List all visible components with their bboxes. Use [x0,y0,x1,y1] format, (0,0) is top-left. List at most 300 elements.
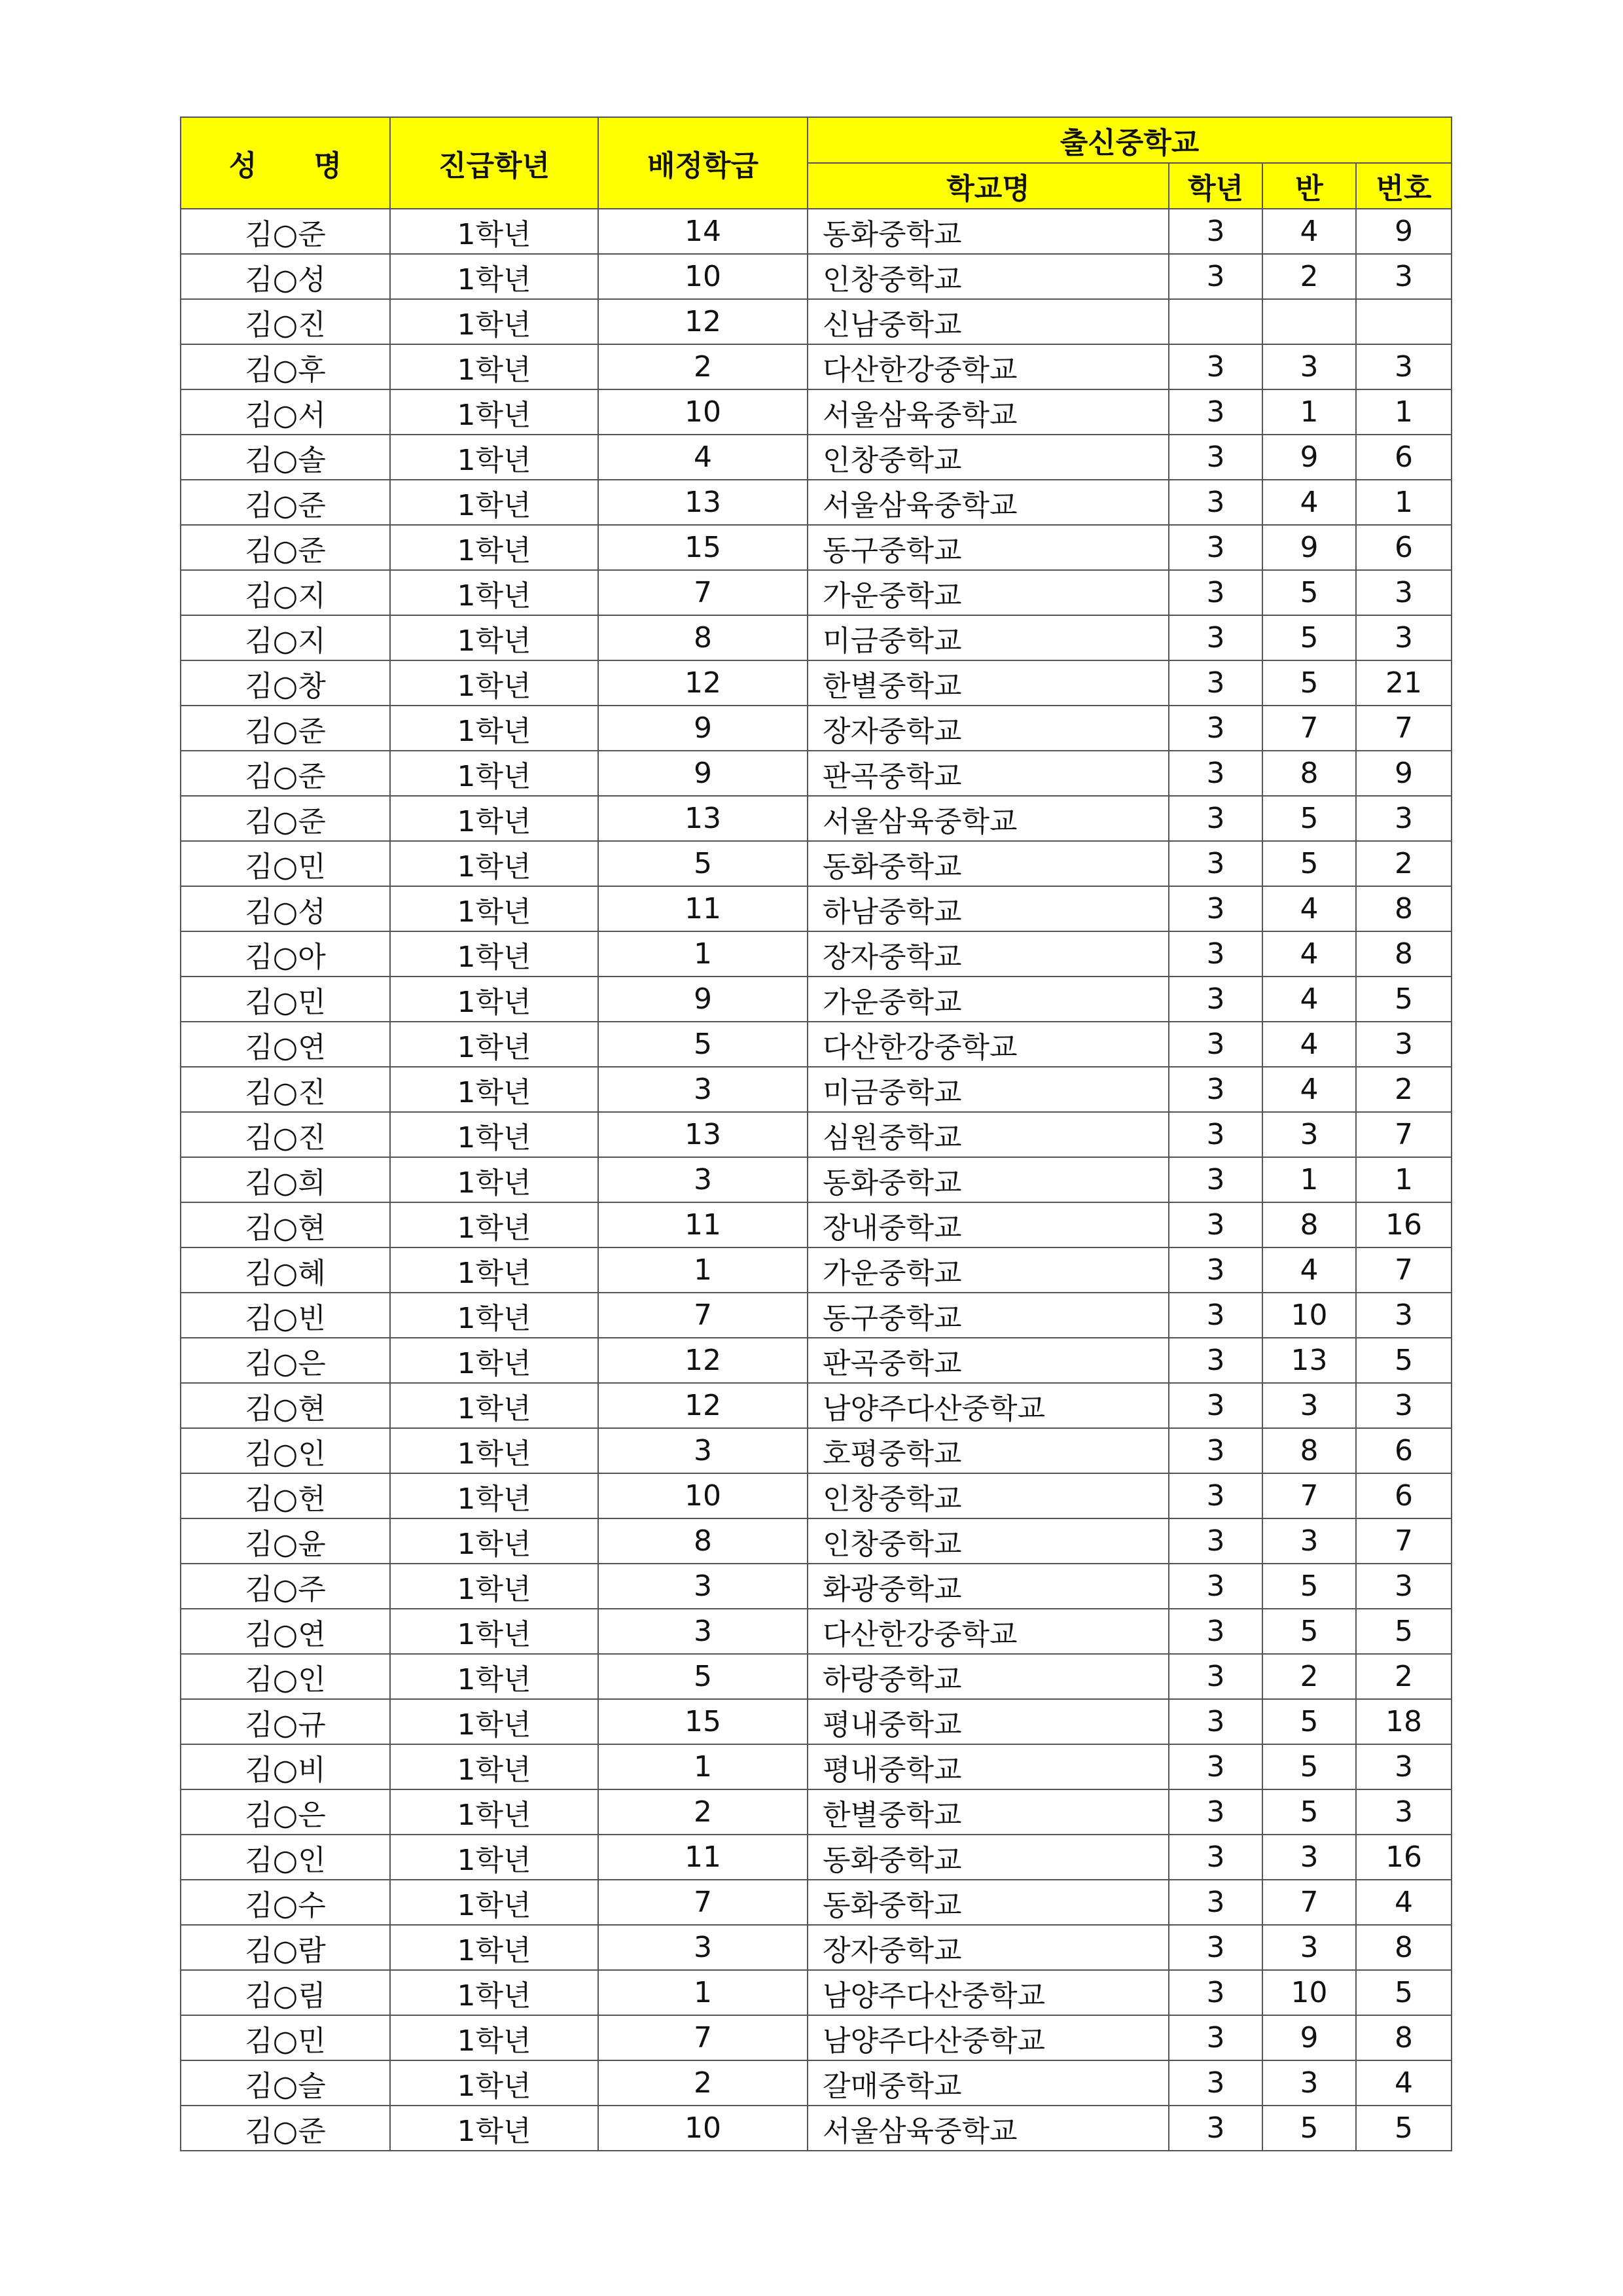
school-class-cell: 5 [1262,796,1356,841]
grade-cell: 1학년 [390,2106,598,2151]
grade-cell: 1학년 [390,480,598,525]
school-number-cell: 2 [1356,1067,1452,1112]
school-grade-cell: 3 [1169,1970,1262,2015]
table-row [181,1428,1452,1473]
school-number-cell: 3 [1356,796,1452,841]
table-row [181,615,1452,660]
assigned-class-cell: 3 [598,1925,808,1970]
school-grade-cell: 3 [1169,1202,1262,1247]
assigned-class-cell: 3 [598,1067,808,1112]
table-row [181,570,1452,615]
table-row [181,1880,1452,1925]
table-row [181,1473,1452,1518]
school-grade-cell: 3 [1169,1157,1262,1202]
student-name-cell: 김○윤 [181,1518,390,1564]
school-class-cell: 2 [1262,1654,1356,1699]
grade-cell: 1학년 [390,435,598,480]
school-number-cell: 5 [1356,977,1452,1022]
school-class-cell: 3 [1262,1835,1356,1880]
student-name-cell: 김○준 [181,209,390,254]
grade-cell: 1학년 [390,1880,598,1925]
school-name-cell: 서울삼육중학교 [808,796,1169,841]
school-grade-cell: 3 [1169,1067,1262,1112]
school-number-cell: 1 [1356,480,1452,525]
grade-cell: 1학년 [390,706,598,751]
school-class-cell: 13 [1262,1338,1356,1383]
student-name-cell: 김○슬 [181,2060,390,2106]
school-number-cell: 3 [1356,254,1452,299]
table-row [181,931,1452,977]
student-name-cell: 김○진 [181,1112,390,1157]
school-number-cell: 5 [1356,2106,1452,2151]
school-class-cell: 5 [1262,570,1356,615]
school-name-cell: 판곡중학교 [808,1338,1169,1383]
grade-cell: 1학년 [390,209,598,254]
school-name-cell: 남양주다산중학교 [808,2015,1169,2060]
school-name-cell: 동구중학교 [808,525,1169,570]
table-row [181,1157,1452,1202]
table-row [181,1744,1452,1789]
table-body [181,209,1452,2151]
school-class-cell: 4 [1262,1022,1356,1067]
school-name-cell: 가운중학교 [808,570,1169,615]
school-class-cell: 1 [1262,389,1356,435]
school-number-cell: 3 [1356,1293,1452,1338]
grade-cell: 1학년 [390,886,598,931]
header-origin-school: 출신중학교 [808,117,1452,163]
school-number-cell: 3 [1356,344,1452,389]
grade-cell: 1학년 [390,570,598,615]
school-number-cell: 4 [1356,1880,1452,1925]
student-name-cell: 김○수 [181,1880,390,1925]
assigned-class-cell: 3 [598,1157,808,1202]
school-name-cell: 호평중학교 [808,1428,1169,1473]
header-name: 성 명 [181,117,390,209]
table-row [181,1202,1452,1247]
grade-cell: 1학년 [390,1609,598,1654]
school-name-cell: 인창중학교 [808,254,1169,299]
school-number-cell: 7 [1356,1518,1452,1564]
school-name-cell: 남양주다산중학교 [808,1383,1169,1428]
assigned-class-cell: 9 [598,751,808,796]
school-number-cell: 3 [1356,1564,1452,1609]
school-name-cell: 한별중학교 [808,1789,1169,1835]
table-row [181,2060,1452,2106]
school-grade-cell: 3 [1169,435,1262,480]
school-class-cell: 4 [1262,1247,1356,1293]
header-school-number: 번호 [1356,163,1452,209]
school-grade-cell: 3 [1169,1925,1262,1970]
student-name-cell: 김○현 [181,1383,390,1428]
grade-cell: 1학년 [390,1699,598,1744]
school-grade-cell: 3 [1169,525,1262,570]
table-row [181,977,1452,1022]
school-number-cell: 6 [1356,1473,1452,1518]
grade-cell: 1학년 [390,615,598,660]
grade-cell: 1학년 [390,841,598,886]
table-row [181,525,1452,570]
school-name-cell: 동화중학교 [808,841,1169,886]
school-name-cell: 한별중학교 [808,660,1169,706]
table-header [181,117,1452,209]
assigned-class-cell: 15 [598,525,808,570]
grade-cell: 1학년 [390,1202,598,1247]
school-grade-cell: 3 [1169,1022,1262,1067]
school-grade-cell: 3 [1169,1112,1262,1157]
school-class-cell [1262,299,1356,344]
school-class-cell: 4 [1262,1067,1356,1112]
school-name-cell: 다산한강중학교 [808,344,1169,389]
school-grade-cell: 3 [1169,209,1262,254]
assigned-class-cell: 9 [598,977,808,1022]
school-grade-cell: 3 [1169,977,1262,1022]
assigned-class-cell: 4 [598,435,808,480]
school-name-cell: 동화중학교 [808,209,1169,254]
table-row [181,389,1452,435]
assigned-class-cell: 5 [598,1022,808,1067]
header-school-grade: 학년 [1169,163,1262,209]
school-grade-cell: 3 [1169,1473,1262,1518]
school-grade-cell: 3 [1169,2060,1262,2106]
table-row [181,1654,1452,1699]
student-name-cell: 김○민 [181,841,390,886]
student-name-cell: 김○빈 [181,1293,390,1338]
grade-cell: 1학년 [390,1247,598,1293]
grade-cell: 1학년 [390,2060,598,2106]
school-number-cell: 3 [1356,615,1452,660]
school-grade-cell: 3 [1169,1699,1262,1744]
school-grade-cell: 3 [1169,1518,1262,1564]
school-number-cell: 3 [1356,570,1452,615]
student-name-cell: 김○준 [181,525,390,570]
student-name-cell: 김○희 [181,1157,390,1202]
school-class-cell: 5 [1262,2106,1356,2151]
header-row-top [181,117,1452,163]
school-name-cell: 장자중학교 [808,931,1169,977]
grade-cell: 1학년 [390,1564,598,1609]
school-class-cell: 8 [1262,1428,1356,1473]
school-name-cell: 동화중학교 [808,1835,1169,1880]
school-number-cell: 6 [1356,525,1452,570]
assigned-class-cell: 13 [598,796,808,841]
student-name-cell: 김○아 [181,931,390,977]
school-number-cell: 9 [1356,751,1452,796]
school-grade-cell: 3 [1169,2015,1262,2060]
grade-cell: 1학년 [390,1067,598,1112]
school-class-cell: 5 [1262,1789,1356,1835]
school-number-cell: 3 [1356,1383,1452,1428]
school-name-cell: 남양주다산중학교 [808,1970,1169,2015]
student-name-cell: 김○지 [181,570,390,615]
school-number-cell: 8 [1356,2015,1452,2060]
grade-cell: 1학년 [390,1925,598,1970]
table-row [181,1835,1452,1880]
assigned-class-cell: 8 [598,615,808,660]
assigned-class-cell: 1 [598,1744,808,1789]
school-name-cell: 동화중학교 [808,1880,1169,1925]
grade-cell: 1학년 [390,660,598,706]
school-name-cell: 인창중학교 [808,1473,1169,1518]
school-number-cell: 18 [1356,1699,1452,1744]
school-number-cell: 2 [1356,1654,1452,1699]
assigned-class-cell: 10 [598,389,808,435]
school-grade-cell: 3 [1169,1338,1262,1383]
student-name-cell: 김○헌 [181,1473,390,1518]
table-row [181,2015,1452,2060]
student-name-cell: 김○비 [181,1744,390,1789]
student-name-cell: 김○민 [181,2015,390,2060]
school-class-cell: 5 [1262,841,1356,886]
school-class-cell: 3 [1262,1518,1356,1564]
grade-cell: 1학년 [390,2015,598,2060]
table-row [181,254,1452,299]
assigned-class-cell: 11 [598,886,808,931]
assigned-class-cell: 13 [598,1112,808,1157]
grade-cell: 1학년 [390,389,598,435]
school-name-cell: 미금중학교 [808,615,1169,660]
assigned-class-cell: 15 [598,1699,808,1744]
school-class-cell: 10 [1262,1970,1356,2015]
student-name-cell: 김○후 [181,344,390,389]
school-class-cell: 3 [1262,1112,1356,1157]
grade-cell: 1학년 [390,751,598,796]
assigned-class-cell: 11 [598,1835,808,1880]
school-number-cell: 1 [1356,1157,1452,1202]
school-class-cell: 5 [1262,1564,1356,1609]
school-class-cell: 1 [1262,1157,1356,1202]
school-name-cell: 인창중학교 [808,435,1169,480]
grade-cell: 1학년 [390,344,598,389]
school-class-cell: 9 [1262,435,1356,480]
school-number-cell: 5 [1356,1338,1452,1383]
school-name-cell: 장자중학교 [808,1925,1169,1970]
school-class-cell: 2 [1262,254,1356,299]
school-grade-cell: 3 [1169,931,1262,977]
student-name-cell: 김○준 [181,751,390,796]
student-name-cell: 김○연 [181,1609,390,1654]
assigned-class-cell: 2 [598,1789,808,1835]
student-name-cell: 김○주 [181,1564,390,1609]
table-row [181,209,1452,254]
school-class-cell: 9 [1262,2015,1356,2060]
table-row [181,435,1452,480]
assigned-class-cell: 9 [598,706,808,751]
school-name-cell: 미금중학교 [808,1067,1169,1112]
school-grade-cell: 3 [1169,706,1262,751]
student-name-cell: 김○지 [181,615,390,660]
table-row [181,1609,1452,1654]
table-row [181,1247,1452,1293]
school-class-cell: 7 [1262,706,1356,751]
school-number-cell: 3 [1356,1022,1452,1067]
school-class-cell: 7 [1262,1880,1356,1925]
school-name-cell: 하랑중학교 [808,1654,1169,1699]
school-class-cell: 5 [1262,615,1356,660]
grade-cell: 1학년 [390,796,598,841]
table-row [181,796,1452,841]
assigned-class-cell: 7 [598,1293,808,1338]
school-grade-cell: 3 [1169,660,1262,706]
school-grade-cell: 3 [1169,1654,1262,1699]
student-roster-table [180,117,1452,2151]
student-name-cell: 김○진 [181,1067,390,1112]
school-name-cell: 인창중학교 [808,1518,1169,1564]
assigned-class-cell: 8 [598,1518,808,1564]
school-grade-cell: 3 [1169,1247,1262,1293]
table-row [181,1067,1452,1112]
school-name-cell: 심원중학교 [808,1112,1169,1157]
school-name-cell: 가운중학교 [808,1247,1169,1293]
assigned-class-cell: 5 [598,1654,808,1699]
school-grade-cell: 3 [1169,615,1262,660]
school-name-cell: 하남중학교 [808,886,1169,931]
school-number-cell: 5 [1356,1970,1452,2015]
grade-cell: 1학년 [390,1970,598,2015]
school-name-cell: 판곡중학교 [808,751,1169,796]
school-class-cell: 8 [1262,1202,1356,1247]
assigned-class-cell: 10 [598,254,808,299]
student-name-cell: 김○창 [181,660,390,706]
school-number-cell: 3 [1356,1789,1452,1835]
table-row [181,1338,1452,1383]
student-name-cell: 김○준 [181,2106,390,2151]
assigned-class-cell: 7 [598,570,808,615]
school-class-cell: 5 [1262,1699,1356,1744]
school-grade-cell: 3 [1169,570,1262,615]
school-number-cell: 6 [1356,1428,1452,1473]
header-grade: 진급학년 [390,117,598,209]
grade-cell: 1학년 [390,525,598,570]
school-name-cell: 다산한강중학교 [808,1022,1169,1067]
header-school-class: 반 [1262,163,1356,209]
student-name-cell: 김○솔 [181,435,390,480]
table-row [181,344,1452,389]
school-name-cell: 평내중학교 [808,1744,1169,1789]
grade-cell: 1학년 [390,1835,598,1880]
student-name-cell: 김○준 [181,706,390,751]
school-number-cell [1356,299,1452,344]
school-class-cell: 5 [1262,1609,1356,1654]
student-name-cell: 김○혜 [181,1247,390,1293]
school-number-cell: 16 [1356,1835,1452,1880]
grade-cell: 1학년 [390,1473,598,1518]
table-row [181,706,1452,751]
grade-cell: 1학년 [390,931,598,977]
school-grade-cell: 3 [1169,344,1262,389]
school-number-cell: 5 [1356,1609,1452,1654]
school-grade-cell: 3 [1169,2106,1262,2151]
table-row [181,1112,1452,1157]
school-number-cell: 4 [1356,2060,1452,2106]
table-row [181,1293,1452,1338]
school-class-cell: 3 [1262,344,1356,389]
table-row [181,1383,1452,1428]
school-number-cell: 7 [1356,1247,1452,1293]
school-grade-cell [1169,299,1262,344]
student-name-cell: 김○림 [181,1970,390,2015]
assigned-class-cell: 1 [598,1247,808,1293]
school-class-cell: 3 [1262,1383,1356,1428]
school-class-cell: 3 [1262,2060,1356,2106]
table-row [181,1789,1452,1835]
school-class-cell: 4 [1262,931,1356,977]
school-name-cell: 신남중학교 [808,299,1169,344]
school-number-cell: 8 [1356,1925,1452,1970]
table-row [181,299,1452,344]
school-grade-cell: 3 [1169,1564,1262,1609]
school-grade-cell: 3 [1169,1428,1262,1473]
grade-cell: 1학년 [390,1383,598,1428]
school-name-cell: 서울삼육중학교 [808,480,1169,525]
school-class-cell: 4 [1262,209,1356,254]
school-name-cell: 화광중학교 [808,1564,1169,1609]
school-class-cell: 4 [1262,977,1356,1022]
school-name-cell: 장자중학교 [808,706,1169,751]
student-name-cell: 김○연 [181,1022,390,1067]
school-grade-cell: 3 [1169,1293,1262,1338]
grade-cell: 1학년 [390,1744,598,1789]
table-row [181,2106,1452,2151]
school-grade-cell: 3 [1169,1880,1262,1925]
school-grade-cell: 3 [1169,796,1262,841]
student-name-cell: 김○인 [181,1654,390,1699]
school-grade-cell: 3 [1169,841,1262,886]
school-number-cell: 8 [1356,886,1452,931]
school-name-cell: 평내중학교 [808,1699,1169,1744]
student-name-cell: 김○민 [181,977,390,1022]
student-name-cell: 김○성 [181,254,390,299]
school-number-cell: 7 [1356,1112,1452,1157]
school-grade-cell: 3 [1169,1609,1262,1654]
school-number-cell: 2 [1356,841,1452,886]
school-number-cell: 6 [1356,435,1452,480]
school-class-cell: 3 [1262,1925,1356,1970]
table-row [181,480,1452,525]
grade-cell: 1학년 [390,1022,598,1067]
header-school-name: 학교명 [808,163,1169,209]
student-name-cell: 김○은 [181,1338,390,1383]
assigned-class-cell: 7 [598,2015,808,2060]
school-number-cell: 8 [1356,931,1452,977]
assigned-class-cell: 10 [598,2106,808,2151]
school-grade-cell: 3 [1169,1383,1262,1428]
assigned-class-cell: 11 [598,1202,808,1247]
student-name-cell: 김○진 [181,299,390,344]
assigned-class-cell: 12 [598,1383,808,1428]
school-grade-cell: 3 [1169,1744,1262,1789]
school-number-cell: 16 [1356,1202,1452,1247]
student-name-cell: 김○인 [181,1835,390,1880]
assigned-class-cell: 5 [598,841,808,886]
school-number-cell: 9 [1356,209,1452,254]
assigned-class-cell: 3 [598,1428,808,1473]
school-name-cell: 동화중학교 [808,1157,1169,1202]
school-name-cell: 다산한강중학교 [808,1609,1169,1654]
student-name-cell: 김○현 [181,1202,390,1247]
school-number-cell: 1 [1356,389,1452,435]
table-row [181,751,1452,796]
school-name-cell: 가운중학교 [808,977,1169,1022]
school-name-cell: 동구중학교 [808,1293,1169,1338]
assigned-class-cell: 2 [598,344,808,389]
student-name-cell: 김○인 [181,1428,390,1473]
table-row [181,1564,1452,1609]
student-name-cell: 김○서 [181,389,390,435]
student-name-cell: 김○람 [181,1925,390,1970]
table-row [181,841,1452,886]
table-row [181,1022,1452,1067]
grade-cell: 1학년 [390,299,598,344]
